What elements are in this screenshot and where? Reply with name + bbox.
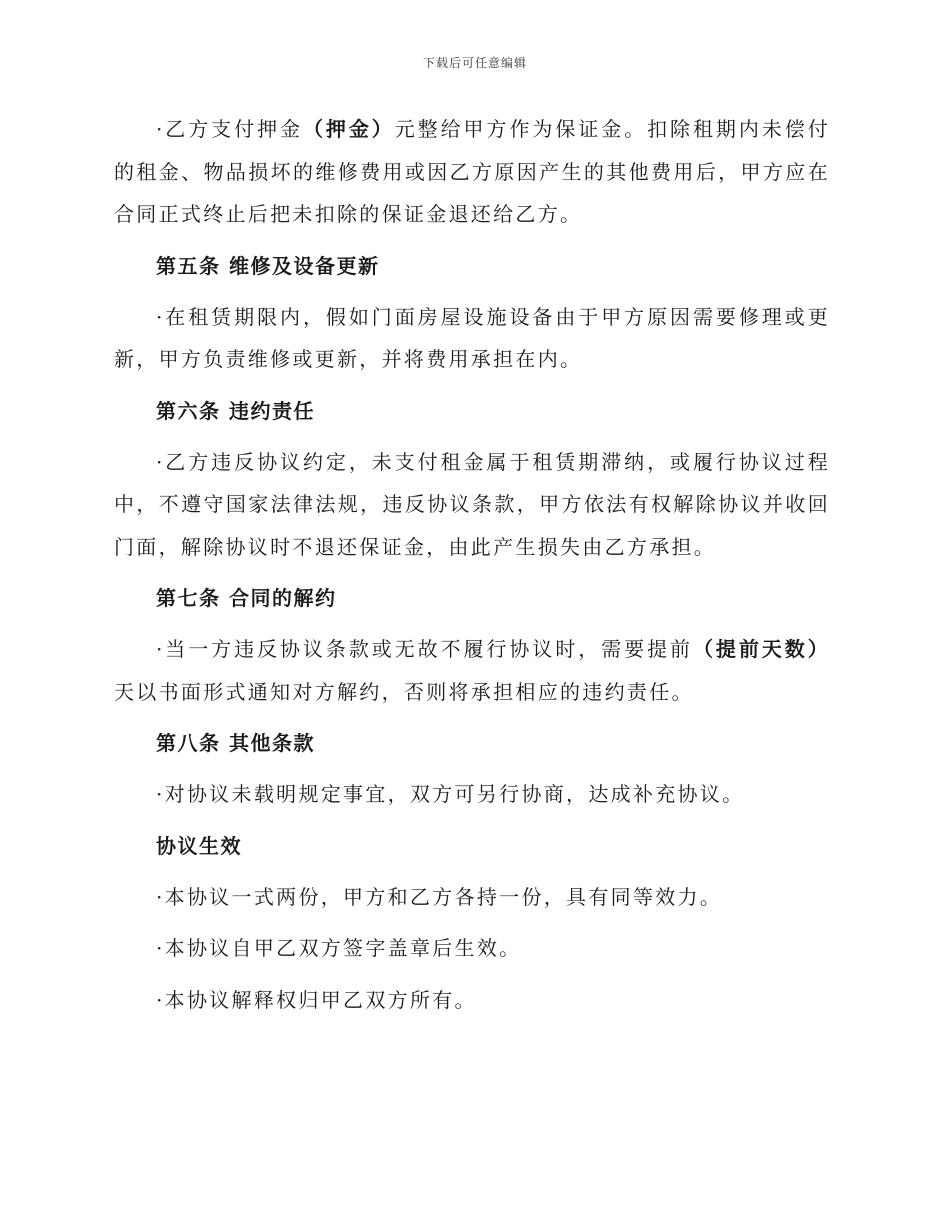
paragraph-copies: ·本协议一式两份，甲方和乙方各持一份，具有同等效力。	[156, 884, 723, 909]
paragraph-breach: ·乙方违反协议约定，未支付租金属于租赁期滞纳，或履行协议过程中，不遵守国家法律法规，违反协议条款，甲方依法有权解除协议并收回门面，解除协议时不退还保证金，由此产生损失由乙方承担。	[114, 449, 830, 559]
paragraph-termination-text-end: 天以书面形式通知对方解约，否则将承担相应的违约责任。	[114, 679, 694, 704]
paragraph-maintenance: ·在租赁期限内，假如门面房屋设施设备由于甲方原因需要修理或更新，甲方负责维修或更新，并将费用承担在内。	[114, 304, 830, 371]
placeholder-deposit: （押金）	[302, 117, 395, 141]
heading-article-7: 第七条 合同的解约	[156, 586, 337, 610]
document-body	[114, 108, 830, 1030]
paragraph-effective-on-sign: ·本协议自甲乙双方签字盖章后生效。	[156, 936, 522, 960]
page-header: 下载后可任意编辑	[422, 56, 527, 70]
heading-effectiveness: 协议生效	[156, 833, 242, 858]
paragraph-termination	[114, 628, 830, 713]
heading-article-6: 第六条 违约责任	[156, 398, 315, 423]
placeholder-notice-days: （提前天数）	[692, 637, 830, 661]
paragraph-other-terms: ·对协议未载明规定事宜，双方可另行协商，达成补充协议。	[156, 782, 745, 806]
paragraph-deposit	[114, 108, 830, 236]
paragraph-termination-text-start: ·当一方违反协议条款或无故不履行协议时，需要提前	[156, 637, 693, 661]
heading-article-5: 第五条 维修及设备更新	[156, 253, 380, 278]
paragraph-deposit-text-start: ·乙方支付押金	[156, 117, 303, 141]
heading-article-8: 第八条 其他条款	[156, 731, 315, 755]
paragraph-interpretation: ·本协议解释权归甲乙双方所有。	[156, 987, 477, 1012]
paragraph-deposit-text-end: 元整给甲方作为保证金。扣除租期内未偿付的租金、物品损坏的维修费用或因乙方原因产生的其他费用后，甲方应在合同正式终止后把未扣除的保证金退还给乙方。	[114, 117, 830, 226]
